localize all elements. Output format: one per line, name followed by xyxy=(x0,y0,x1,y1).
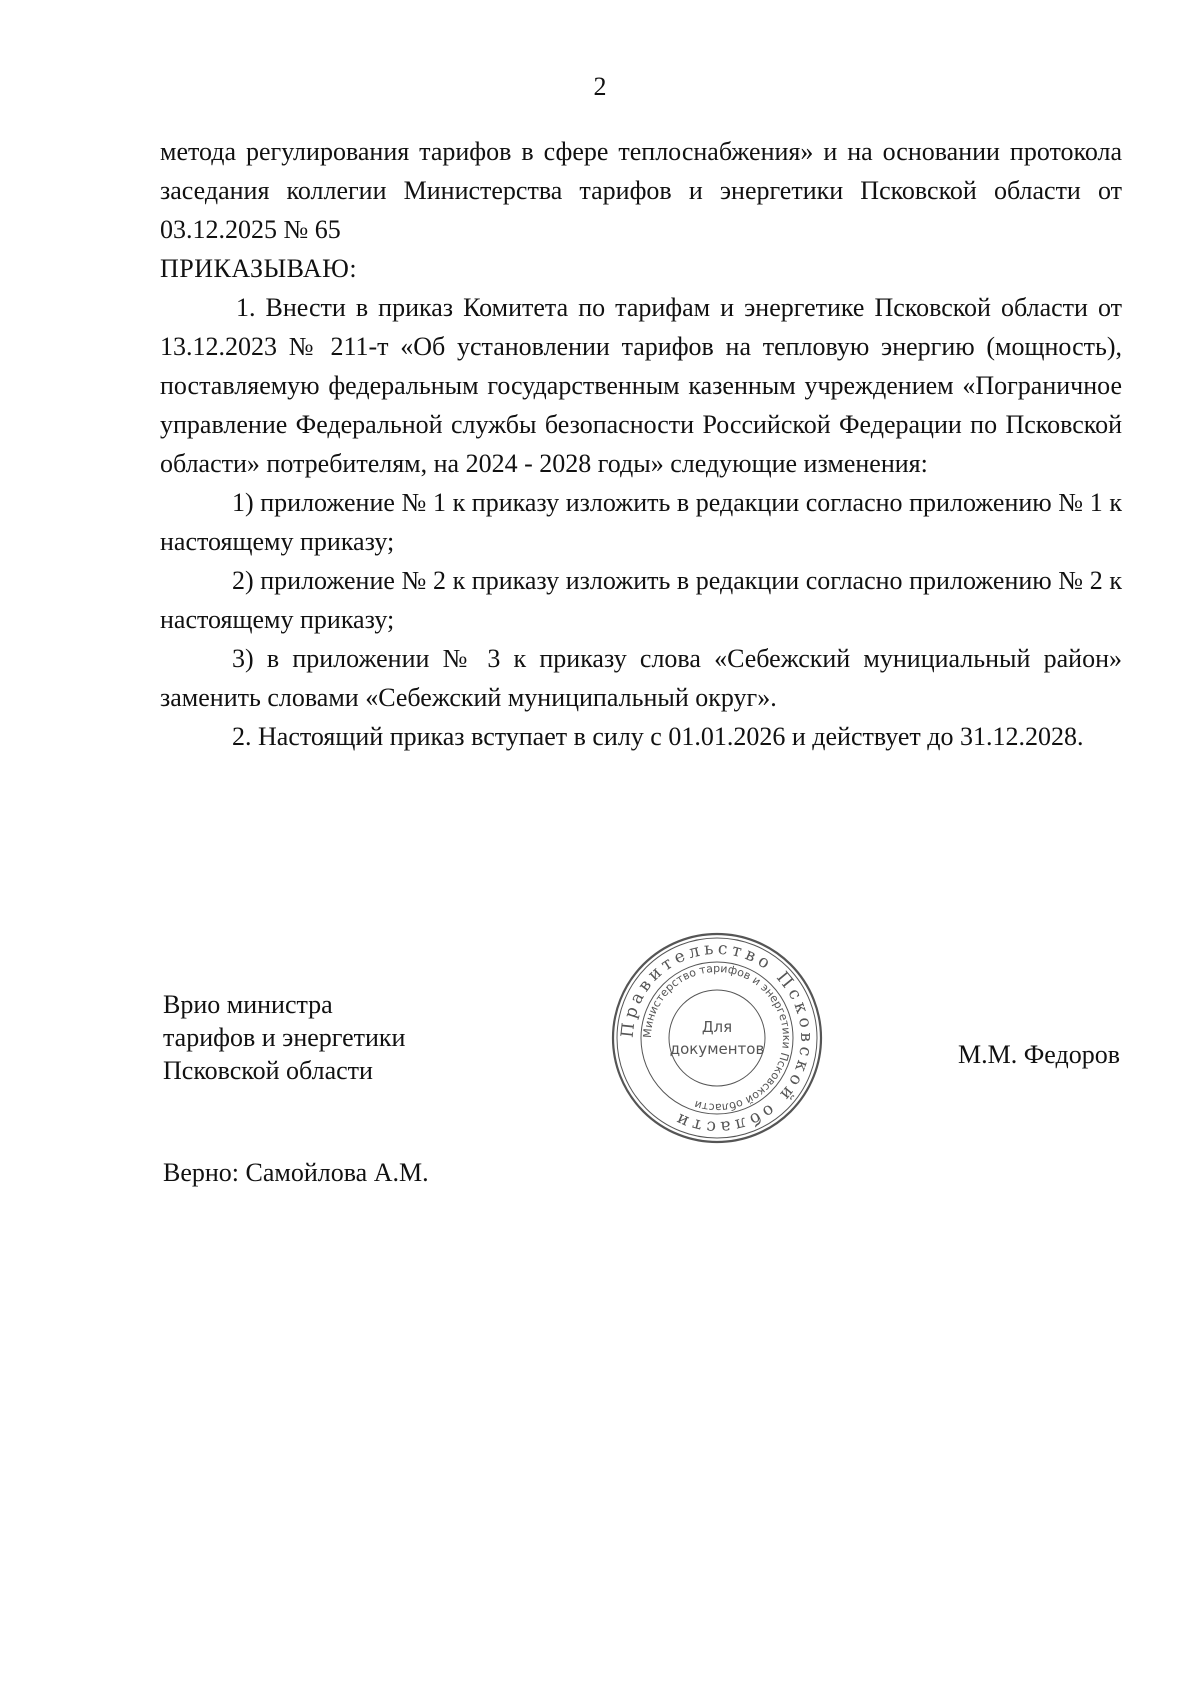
signatory-name: М.М. Федоров xyxy=(958,1040,1120,1069)
paragraph-order-word: ПРИКАЗЫВАЮ: xyxy=(160,254,358,283)
official-seal xyxy=(607,928,827,1148)
paragraph-item-1: 1. Внести в приказ Комитета по тарифам и энергетике Псковской области от 13.12.2023 № 211-т «Об установлении тарифов на тепловую энергию (мощность), поставляемую федеральным государственным казенным учреждением «Пограничное управление Федеральной службы безопасности Российской Федерации по Псковской области» потребителям, на 2024 - 2028 годы» следующие изменения: xyxy=(160,293,1122,478)
signatory-title-line: Врио министра xyxy=(163,990,333,1019)
signatory-title xyxy=(163,988,405,1087)
seal-outer-text: Правительство Псковской области xyxy=(617,938,817,1138)
seal-center-line-1: Для xyxy=(701,1018,733,1036)
signatory-title-line: Псковской области xyxy=(163,1056,373,1085)
paragraph-item-2: 2. Настоящий приказ вступает в силу с 01.01.2026 и действует до 31.12.2028. xyxy=(232,722,1084,751)
certified-copy-note: Верно: Самойлова А.М. xyxy=(163,1158,429,1187)
seal-inner-text: Министерство тарифов и энергетики Псковской области xyxy=(640,961,794,1115)
page-number: 2 xyxy=(593,72,607,101)
paragraph-subitem-2: 2) приложение № 2 к приказу изложить в редакции согласно приложению № 2 к настоящему приказу; xyxy=(160,566,1122,634)
document-body xyxy=(160,132,1122,756)
paragraph-subitem-1: 1) приложение № 1 к приказу изложить в редакции согласно приложению № 1 к настоящему приказу; xyxy=(160,488,1122,556)
seal-center-line-2: документов xyxy=(669,1040,765,1058)
paragraph-subitem-3: 3) в приложении № 3 к приказу слова «Себежский мунициальный район» заменить словами «Себежский муниципальный округ». xyxy=(160,644,1122,712)
signatory-title-line: тарифов и энергетики xyxy=(163,1023,406,1052)
paragraph-preamble: метода регулирования тарифов в сфере теплоснабжения» и на основании протокола заседания коллегии Министерства тарифов и энергетики Псковской области от 03.12.2025 № 65 xyxy=(160,137,1122,244)
